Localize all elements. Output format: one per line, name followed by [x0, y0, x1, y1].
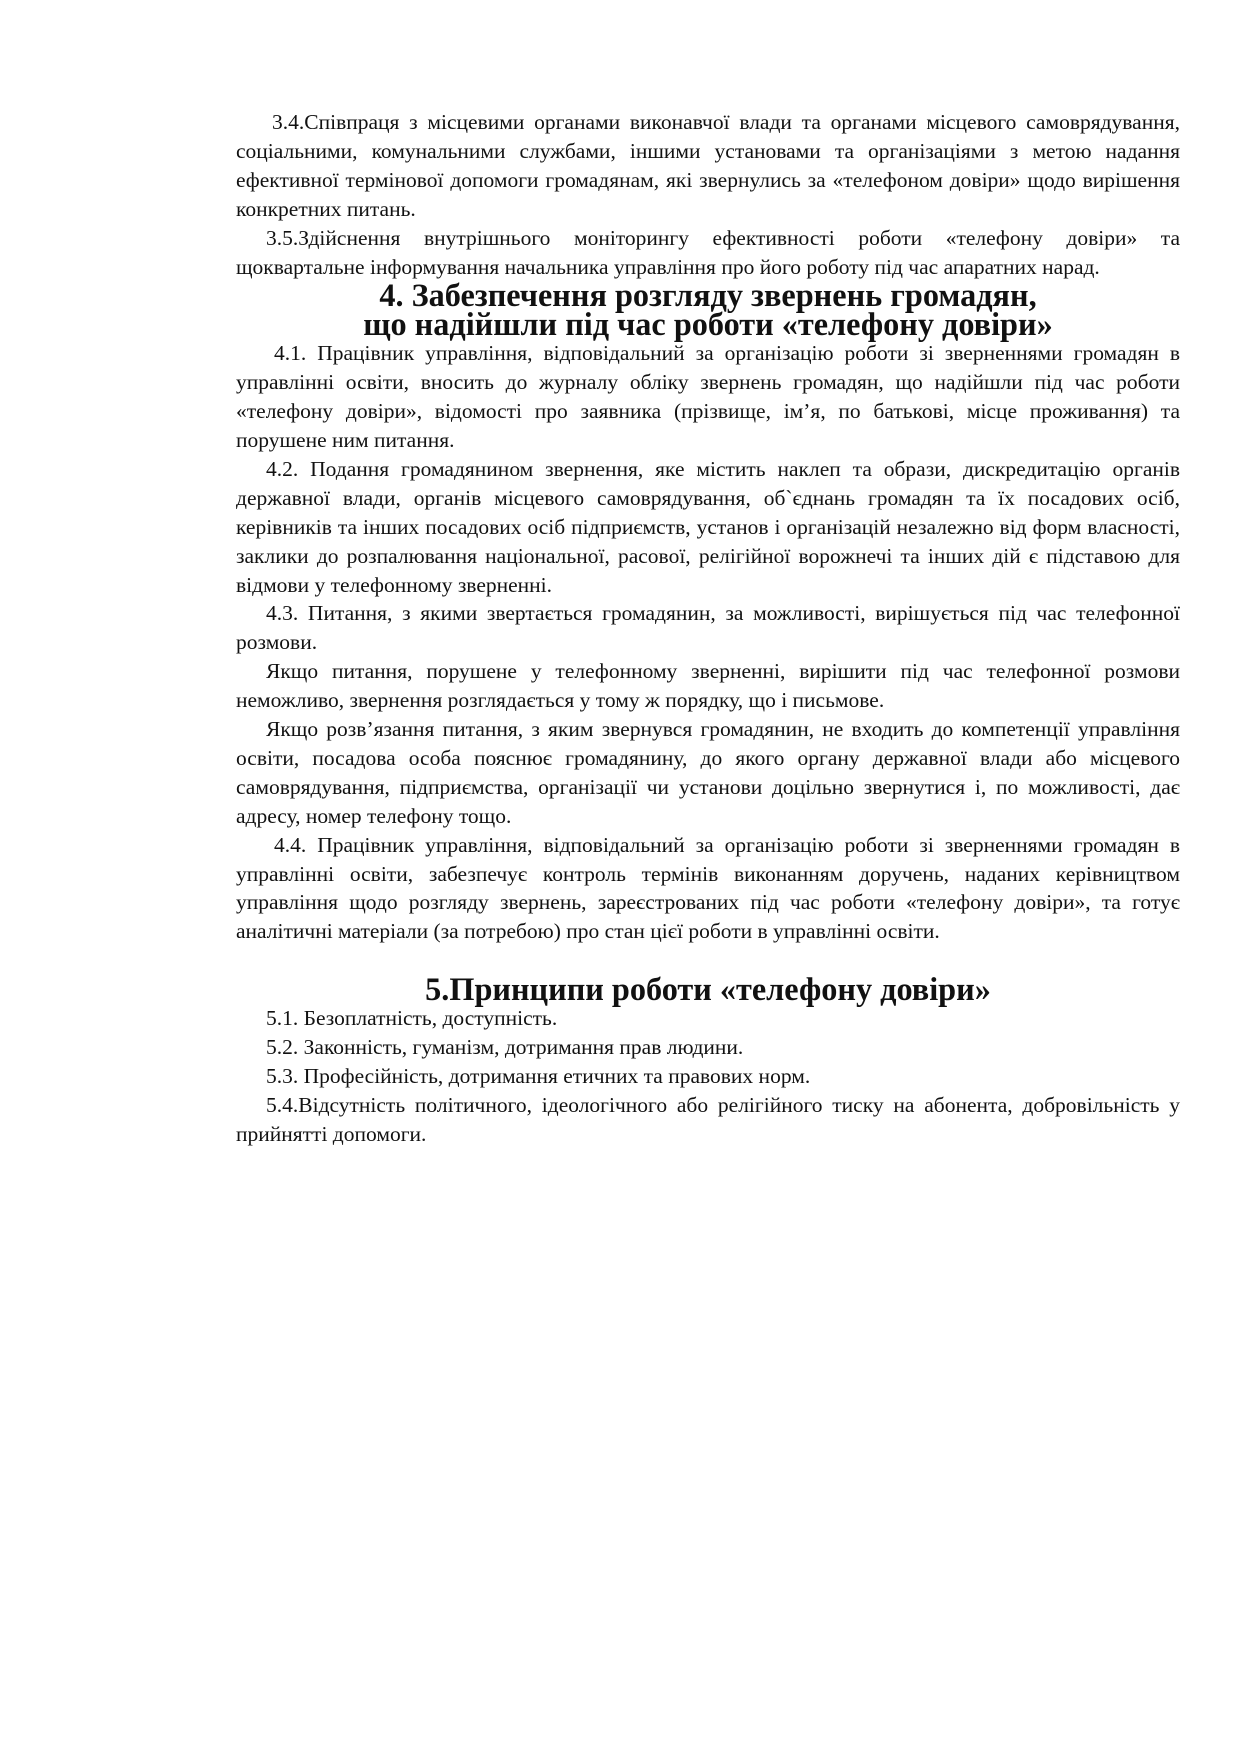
paragraph-4-3: 4.3. Питання, з якими звертається громадянин, за можливості, вирішується під час телефонної розмови.	[236, 601, 1180, 655]
document-page	[236, 108, 1180, 1149]
section-4-heading-line-2: що надійшли під час роботи «телефону довіри»	[363, 306, 1053, 343]
paragraph-4-4: 4.4. Працівник управління, відповідальний за організацію роботи зі зверненнями громадян в управлінні освіти, забезпечує контроль термінів виконанням доручень, наданих керівництвом управління щодо розгляду звернень, зареєстрованих під час роботи «телефону довіри», та готує аналітичні матеріали (за потребою) про стан цієї роботи в управлінні освіти.	[236, 832, 1180, 944]
section-4-heading-line-1: 4. Забезпечення розгляду звернень громадян,	[379, 277, 1037, 314]
paragraph-4-1: 4.1. Працівник управління, відповідальний за організацію роботи зі зверненнями громадян в управлінні освіти, вносить до журналу обліку звернень громадян, що надійшли під час роботи «телефону довіри», відомості про заявника (прізвище, ім’я, по батькові, місце проживання) та порушене ним питання.	[236, 341, 1180, 452]
principle-5-1: 5.1. Безоплатність, доступність.	[266, 1006, 558, 1031]
principle-5-3: 5.3. Професійність, дотримання етичних та правових норм.	[266, 1064, 811, 1088]
paragraph-4-3-unresolved: Якщо питання, порушене у телефонному зверненні, вирішити під час телефонної розмови неможливо, звернення розглядається у тому ж порядку, що і письмове.	[236, 659, 1180, 713]
paragraph-4-2: 4.2. Подання громадянином звернення, яке містить наклеп та образи, дискредитацію органів державної влади, органів місцевого самоврядування, об`єднань громадян та їх посадових осіб, керівників та інших посадових осіб підприємств, установ і організацій незалежно від форм власності, заклики до розпалювання національної, расової, релігійної ворожнечі та інших дій є підставою для відмови у телефонному зверненні.	[236, 456, 1180, 597]
section-5-heading: 5.Принципи роботи «телефону довіри»	[425, 971, 991, 1008]
principle-5-4: 5.4.Відсутність політичного, ідеологічного або релігійного тиску на абонента, добровільність у прийнятті допомоги.	[236, 1092, 1180, 1146]
principle-5-2: 5.2. Законність, гуманізм, дотримання прав людини.	[266, 1035, 744, 1060]
paragraph-3-5: 3.5.Здійснення внутрішнього моніторингу ефективності роботи «телефону довіри» та щоквартальне інформування начальника управління про його роботу під час апаратних нарад.	[236, 225, 1180, 279]
paragraph-4-3-redirect: Якщо розв’язання питання, з яким звернувся громадянин, не входить до компетенції управління освіти, посадова особа пояснює громадянину, до якого органу державної влади або місцевого самоврядування, підприємства, організації чи установи доцільно звернутися і, по можливості, дає адресу, номер телефону тощо.	[236, 717, 1180, 828]
paragraph-3-4: 3.4.Співпраця з місцевими органами виконавчої влади та органами місцевого самоврядування, соціальними, комунальними службами, іншими установами та організаціями з метою надання ефективної термінової допомоги громадянам, які звернулись за «телефоном довіри» щодо вирішення конкретних питань.	[236, 110, 1180, 221]
